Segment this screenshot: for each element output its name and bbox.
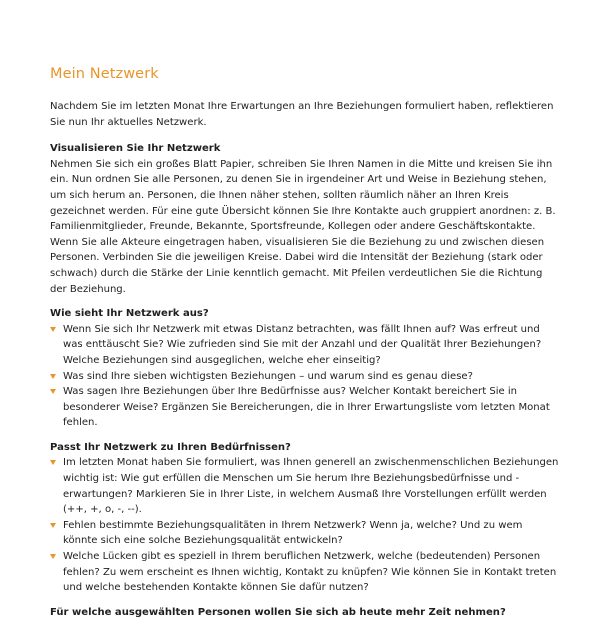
section-heading: Wie sieht Ihr Netzwerk aus?	[50, 308, 209, 320]
list-item	[50, 369, 560, 385]
list-item-text: Wenn Sie sich Ihr Netzwerk mit etwas Distanz betrachten, was fällt Ihnen auf? Was erfreut und was enttäuscht Sie? Wie zufrieden sind Sie mit der Anzahl und der Qualität Ihrer Beziehungen? Welche Beziehungen sind ausgeglichen, welche eher einseitig?	[63, 323, 542, 366]
list-item-text: Was sind Ihre sieben wichtigsten Beziehungen – und warum sind es genau diese?	[63, 370, 473, 382]
section-visualize	[50, 141, 560, 297]
list-item	[50, 549, 560, 596]
triangle-down-icon	[50, 389, 56, 394]
list-item	[50, 455, 560, 517]
list-item	[50, 322, 560, 369]
final-question: Für welche ausgewählten Personen wollen Sie sich ab heute mehr Zeit nehmen?	[50, 606, 506, 618]
intro-paragraph: Nachdem Sie im letzten Monat Ihre Erwartungen an Ihre Beziehungen formuliert haben, reflektieren Sie nun Ihr aktuelles Netzwerk.	[50, 101, 554, 128]
section-needs-fit	[50, 440, 560, 596]
section-heading: Visualisieren Sie Ihr Netzwerk	[50, 143, 221, 155]
section-paragraph: Nehmen Sie sich ein großes Blatt Papier, schreiben Sie Ihren Namen in die Mitte und kreisen Sie ihn ein. Nun ordnen Sie alle Personen, zu denen Sie in irgendeiner Art und Weise in Beziehung stehen, um sich herum an. Personen, die Ihnen näher stehen, sollten räumlich näher an Ihren Kreis gezeichnet werden. Für eine gute Übersicht können Sie Ihre Kontakte auch gruppiert anordnen: z. B. Familienmitglieder, Freunde, Bekannte, Sportsfreunde, Kollegen oder andere Geschäftskontakte. Wenn Sie alle Akteure eingetragen haben, visualisieren Sie die Beziehung zu und zwischen diesen Personen. Verbinden Sie die jeweiligen Kreise. Dabei wird die Intensität der Beziehung (stark oder schwach) durch die Stärke der Linie kenntlich gemacht. Mit Pfeilen verdeutlichen Sie die Richtung der Beziehung.	[50, 158, 556, 295]
document-page	[50, 66, 560, 620]
list-item-text: Was sagen Ihre Beziehungen über Ihre Bedürfnisse aus? Welcher Kontakt bereichert Sie in besonderer Weise? Ergänzen Sie Bereicherungen, die in Ihrer Erwartungsliste vom letzten Monat fehlen.	[63, 386, 550, 429]
triangle-down-icon	[50, 523, 56, 528]
section-network-view	[50, 306, 560, 431]
list-item	[50, 518, 560, 549]
list-item-text: Fehlen bestimmte Beziehungsqualitäten in Ihrem Netzwerk? Wenn ja, welche? Und zu wem könnte sich eine solche Beziehungsqualität entwickeln?	[63, 519, 523, 547]
page-title: Mein Netzwerk	[50, 66, 159, 82]
triangle-down-icon	[50, 554, 56, 559]
section-heading: Passt Ihr Netzwerk zu Ihren Bedürfnissen?	[50, 441, 291, 453]
list-item-text: Welche Lücken gibt es speziell in Ihrem beruflichen Netzwerk, welche (bedeutenden) Personen fehlen? Zu wem erscheint es Ihnen wichtig, Kontakt zu knüpfen? Wie können Sie in Kontakt treten und welche bestehenden Kontakte können Sie dafür nutzen?	[63, 551, 557, 594]
triangle-down-icon	[50, 460, 56, 465]
list-item-text: Im letzten Monat haben Sie formuliert, was Ihnen generell an zwischenmenschlichen Beziehungen wichtig ist: Wie gut erfüllen die Menschen um Sie herum Ihre Beziehungsbedürfnisse und -erwartungen? Markieren Sie in Ihrer Liste, in welchem Ausmaß Ihre Vorstellungen erfüllt werden (++, +, o, -, --).	[63, 457, 559, 516]
bullet-list	[50, 455, 560, 595]
triangle-down-icon	[50, 327, 56, 332]
list-item	[50, 384, 560, 431]
bullet-list	[50, 322, 560, 431]
triangle-down-icon	[50, 374, 56, 379]
